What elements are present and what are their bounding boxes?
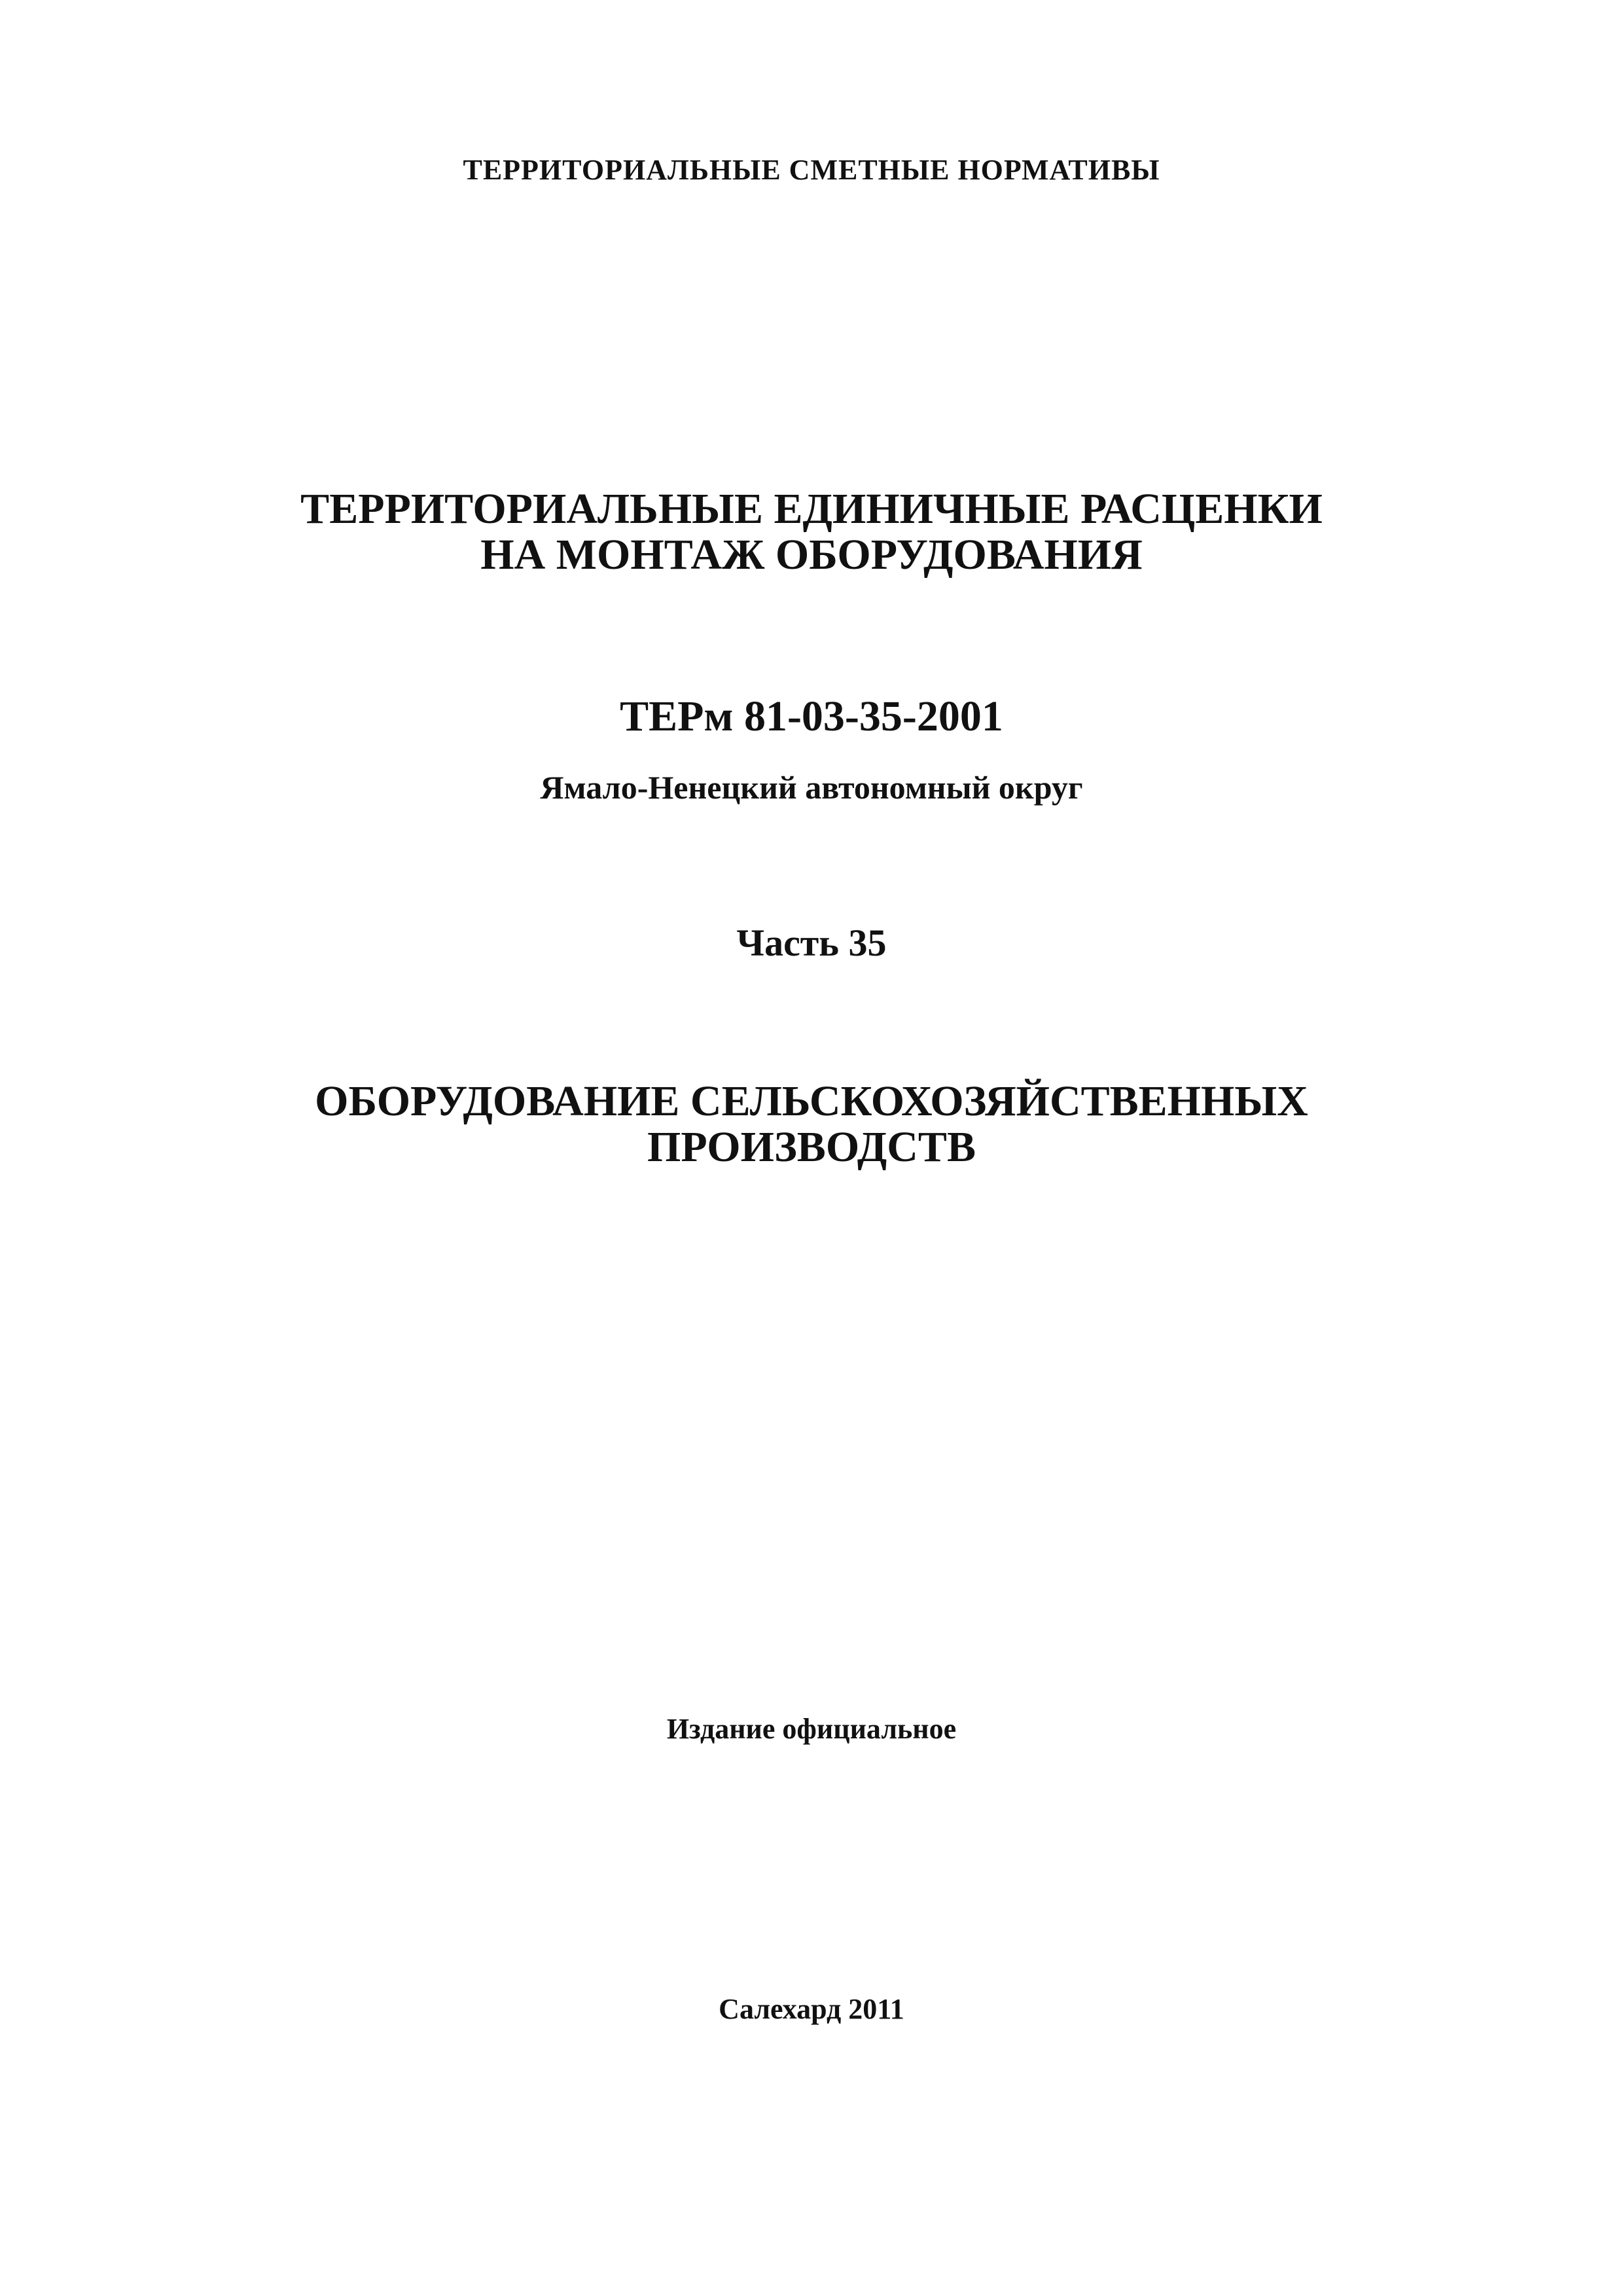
document-code: ТЕРм 81-03-35-2001 [620,692,1003,740]
subject-title-line-1: ОБОРУДОВАНИЕ СЕЛЬСКОХОЗЯЙСТВЕННЫХ [315,1077,1308,1125]
series-title: ТЕРРИТОРИАЛЬНЫЕ СМЕТНЫЕ НОРМАТИВЫ [463,154,1160,186]
place-and-year: Салехард 2011 [719,1993,904,2025]
main-title-line-2: НА МОНТАЖ ОБОРУДОВАНИЯ [480,531,1143,579]
subject-title-line-2: ПРОИЗВОДСТВ [647,1123,976,1171]
part-number: Часть 35 [736,922,887,964]
region-name: Ямало-Ненецкий автономный округ [540,769,1083,806]
edition-note: Издание официальное [666,1713,957,1745]
main-title-line-1: ТЕРРИТОРИАЛЬНЫЕ ЕДИНИЧНЫЕ РАСЦЕНКИ [300,485,1323,533]
